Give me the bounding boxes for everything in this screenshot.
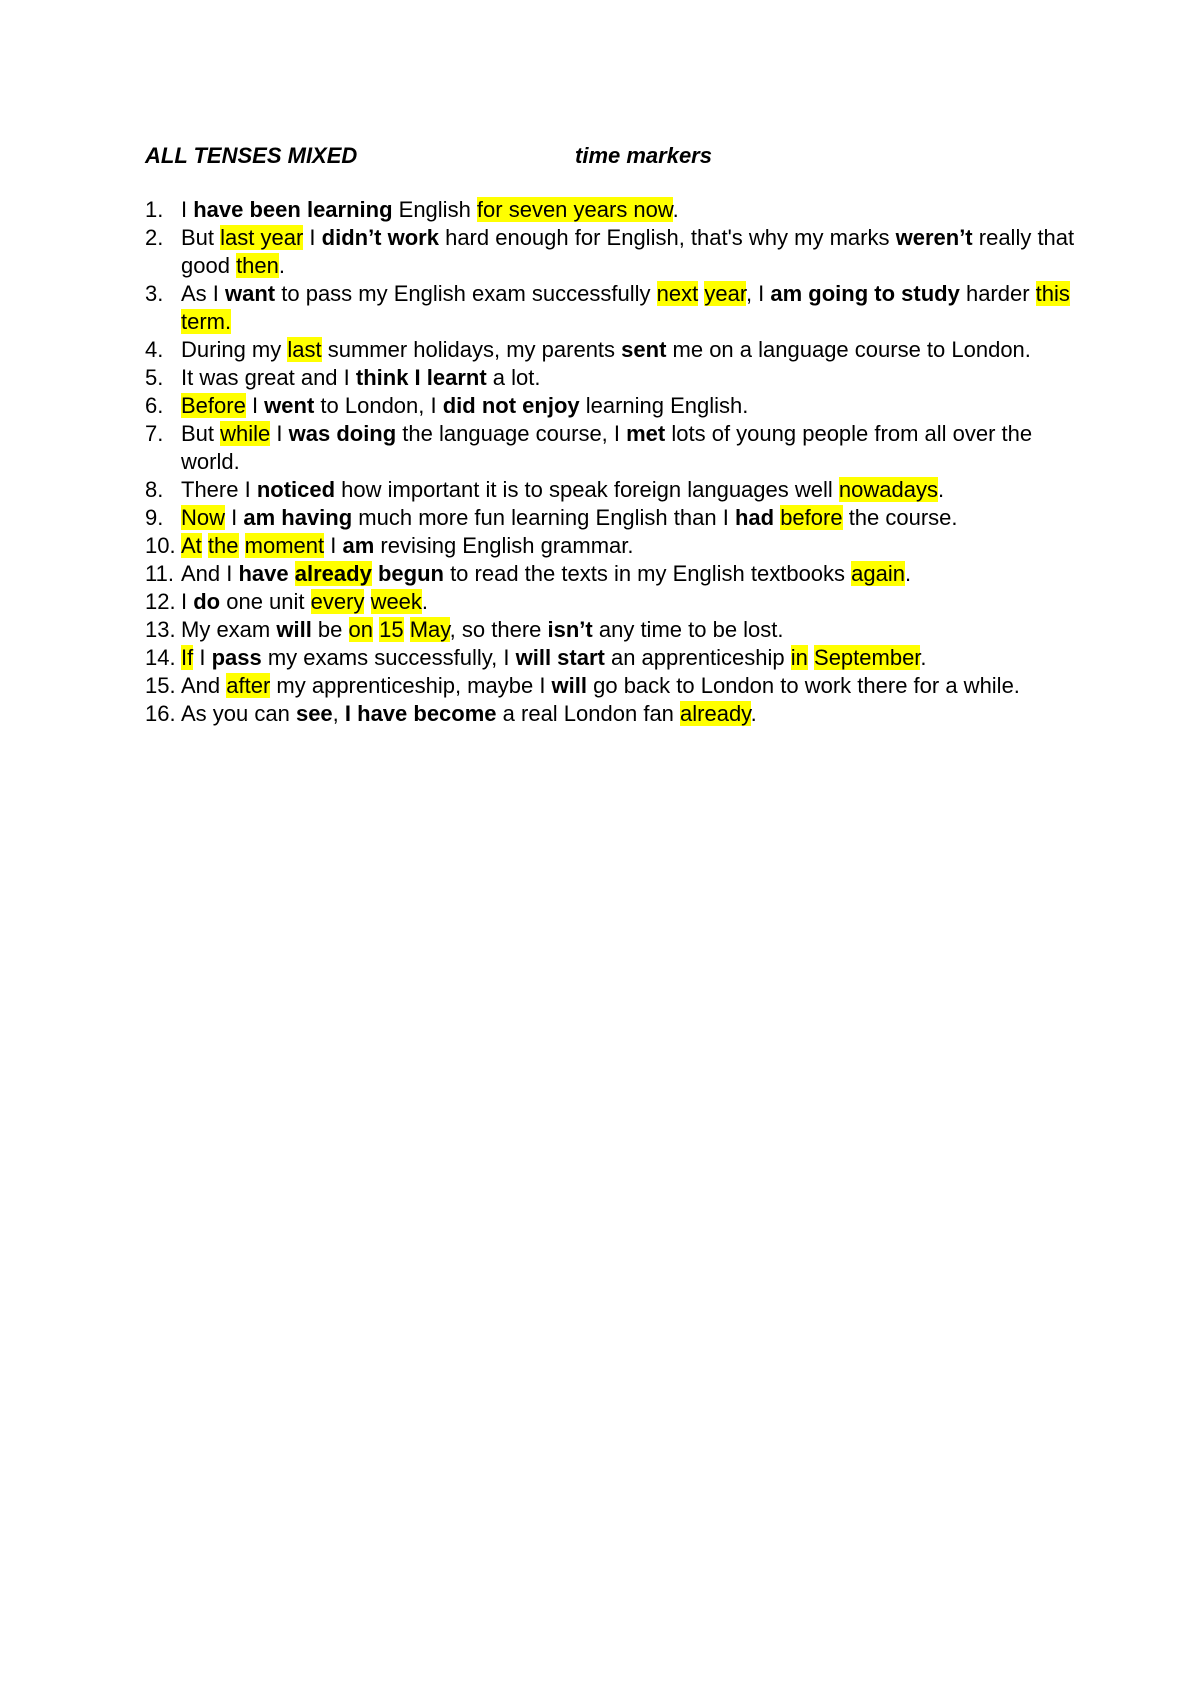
- item-number: 6.: [145, 393, 164, 418]
- sentence-fragment: [202, 533, 208, 558]
- sentence-fragment: how important it is to speak foreign languages well: [335, 477, 839, 502]
- sentence-fragment: [364, 589, 370, 614]
- verb-form: will: [551, 673, 587, 698]
- sentence-text: [181, 617, 784, 642]
- verb-form: I have become: [344, 701, 497, 726]
- sentence-fragment: much more fun learning English than I: [352, 505, 735, 530]
- sentence-text: [181, 477, 944, 502]
- sentence-fragment: There I: [181, 477, 257, 502]
- sentence-fragment: .: [421, 589, 429, 614]
- sentence-fragment: [404, 617, 410, 642]
- sentence-fragment: any time to be lost.: [592, 617, 784, 642]
- verb-form: isn’t: [547, 617, 593, 642]
- item-number: 8.: [145, 477, 164, 502]
- item-number: 2.: [145, 225, 164, 250]
- time-marker: May: [409, 617, 450, 642]
- sentence-fragment: I: [270, 421, 289, 446]
- sentence-text: [181, 281, 1070, 334]
- sentence-fragment: one unit: [220, 589, 311, 614]
- time-marker: nowadays: [838, 477, 938, 502]
- sentence-text: [181, 225, 1074, 278]
- list-item: [145, 672, 1075, 700]
- time-marker: September: [814, 645, 921, 670]
- sentence-fragment: And: [181, 673, 227, 698]
- worksheet-title: ALL TENSES MIXED: [145, 143, 358, 168]
- sentence-fragment: learning English.: [579, 393, 749, 418]
- time-marker: every: [310, 589, 365, 614]
- list-item: [145, 476, 1075, 504]
- time-marker: the: [207, 533, 239, 558]
- list-item: [145, 644, 1075, 672]
- list-item: [145, 560, 1075, 588]
- sentence-fragment: to pass my English exam successfully: [275, 281, 657, 306]
- time-marker: while: [220, 421, 271, 446]
- item-number: 11.: [145, 561, 174, 586]
- list-item: [145, 224, 1075, 280]
- sentence-fragment: the course.: [842, 505, 958, 530]
- time-marker: already: [680, 701, 751, 726]
- verb-form: pass: [211, 645, 262, 670]
- list-item: [145, 364, 1075, 392]
- time-marker: before: [780, 505, 843, 530]
- sentence-fragment: my apprenticeship, maybe I: [270, 673, 552, 698]
- item-number: 10.: [145, 533, 176, 558]
- time-marker: At: [181, 533, 202, 558]
- list-item: [145, 700, 1075, 728]
- time-marker: moment: [244, 533, 325, 558]
- sentence-fragment: to London, I: [314, 393, 443, 418]
- sentence-text: [181, 589, 428, 614]
- sentence-fragment: [289, 561, 295, 586]
- item-number: 9.: [145, 505, 164, 530]
- sentence-fragment: I: [181, 589, 194, 614]
- sentence-fragment: the language course, I: [396, 421, 627, 446]
- sentence-fragment: As you can: [181, 701, 296, 726]
- sentence-text: [181, 561, 911, 586]
- sentence-fragment: I: [324, 533, 343, 558]
- sentence-fragment: to read the texts in my English textbooks: [443, 561, 852, 586]
- verb-form: went: [264, 393, 315, 418]
- sentence-fragment: .: [278, 253, 286, 278]
- sentence-fragment: My exam: [181, 617, 277, 642]
- verb-form: was doing: [288, 421, 397, 446]
- sentence-fragment: I: [193, 645, 212, 670]
- time-marker: on: [348, 617, 373, 642]
- sentence-fragment: I: [245, 393, 265, 418]
- sentence-fragment: revising English grammar.: [374, 533, 634, 558]
- sentence-fragment: , so there: [449, 617, 548, 642]
- verb-form: begun: [377, 561, 444, 586]
- sentence-fragment: .: [937, 477, 945, 502]
- sentence-text: [181, 505, 958, 530]
- sentence-text: [181, 701, 757, 726]
- sentence-fragment: English: [392, 197, 477, 222]
- verb-form: want: [225, 281, 276, 306]
- sentence-fragment: an apprenticeship: [604, 645, 791, 670]
- list-item: [145, 588, 1075, 616]
- verb-form: am: [342, 533, 375, 558]
- time-marker: Now: [181, 505, 226, 530]
- list-item: [145, 532, 1075, 560]
- sentence-fragment: harder: [959, 281, 1036, 306]
- sentence-fragment: my exams successfully, I: [261, 645, 516, 670]
- sentence-fragment: go back to London to work there for a while.: [587, 673, 1020, 698]
- time-marker: Before: [181, 393, 246, 418]
- list-item: [145, 336, 1075, 364]
- verb-form: didn’t work: [321, 225, 439, 250]
- sentence-text: [181, 673, 1020, 698]
- verb-form: noticed: [256, 477, 336, 502]
- sentence-fragment: a lot.: [486, 365, 541, 390]
- sentence-fragment: be: [311, 617, 349, 642]
- verb-form: see: [295, 701, 333, 726]
- sentence-fragment: It was great and I: [181, 365, 356, 390]
- sentence-fragment: , I: [745, 281, 771, 306]
- time-marker: next: [656, 281, 699, 306]
- item-number: 15.: [145, 673, 176, 698]
- verb-form: am going to study: [770, 281, 960, 306]
- sentence-text: [181, 421, 1032, 474]
- list-item: [145, 280, 1075, 336]
- time-marker: then: [236, 253, 279, 278]
- verb-form: think I learnt: [355, 365, 487, 390]
- list-item: [145, 392, 1075, 420]
- sentence-fragment: hard enough for English, that's why my marks: [438, 225, 896, 250]
- time-marker: again: [851, 561, 906, 586]
- sentence-text: [181, 645, 927, 670]
- time-marker: year: [704, 281, 746, 306]
- sentence-text: [181, 337, 1031, 362]
- verb-form: did not enjoy: [442, 393, 580, 418]
- sentence-fragment: But: [181, 225, 221, 250]
- time-marker: in: [790, 645, 808, 670]
- time-marker: last year: [220, 225, 304, 250]
- sentence-fragment: But: [181, 421, 221, 446]
- item-number: 5.: [145, 365, 164, 390]
- time-marker: after: [226, 673, 271, 698]
- worksheet-subtitle: time markers: [575, 143, 712, 168]
- time-marker: term.: [181, 309, 232, 334]
- item-number: 7.: [145, 421, 164, 446]
- sentence-text: [181, 393, 748, 418]
- sentence-fragment: me on a language course to London.: [666, 337, 1031, 362]
- time-marker: 15: [379, 617, 404, 642]
- item-number: 16.: [145, 701, 176, 726]
- verb-form: do: [193, 589, 221, 614]
- time-marker: for seven years now: [476, 197, 673, 222]
- item-number: 12.: [145, 589, 176, 614]
- sentence-fragment: [239, 533, 245, 558]
- list-item: [145, 420, 1075, 476]
- worksheet-header: [145, 143, 712, 169]
- time-marker: last: [287, 337, 322, 362]
- verb-form: will start: [515, 645, 605, 670]
- list-item: [145, 616, 1075, 644]
- item-number: 4.: [145, 337, 164, 362]
- time-marker: this: [1035, 281, 1070, 306]
- verb-form: will: [276, 617, 312, 642]
- verb-form: am having: [243, 505, 353, 530]
- sentence-fragment: ,: [332, 701, 345, 726]
- sentence-fragment: a real London fan: [496, 701, 681, 726]
- sentence-fragment: .: [920, 645, 927, 670]
- verb-form: have: [238, 561, 289, 586]
- item-number: 1.: [145, 197, 164, 222]
- item-number: 3.: [145, 281, 164, 306]
- list-item: [145, 504, 1075, 532]
- sentence-fragment: And I: [181, 561, 239, 586]
- sentence-fragment: .: [672, 197, 679, 222]
- item-number: 14.: [145, 645, 176, 670]
- sentence-fragment: .: [905, 561, 912, 586]
- sentence-fragment: I: [225, 505, 244, 530]
- list-item: [145, 196, 1075, 224]
- sentence-list: [145, 196, 1075, 728]
- item-number: 13.: [145, 617, 176, 642]
- sentence-fragment: I: [181, 197, 194, 222]
- verb-form: weren’t: [895, 225, 973, 250]
- sentence-fragment: During my: [181, 337, 288, 362]
- sentence-text: [181, 533, 633, 558]
- sentence-fragment: summer holidays, my parents: [321, 337, 622, 362]
- sentence-text: [181, 365, 540, 390]
- verb-form: had: [734, 505, 775, 530]
- time-marker: week: [370, 589, 422, 614]
- sentence-fragment: As I: [181, 281, 226, 306]
- time-marker: If: [181, 645, 194, 670]
- sentence-fragment: really that good: [181, 225, 1075, 278]
- verb-form: sent: [621, 337, 667, 362]
- sentence-fragment: .: [750, 701, 757, 726]
- highlighted-verb: already: [294, 561, 372, 586]
- sentence-fragment: I: [303, 225, 322, 250]
- sentence-text: [181, 197, 679, 222]
- verb-form: met: [626, 421, 666, 446]
- sentence-fragment: lots of young people from all over the world.: [181, 421, 1033, 474]
- verb-form: have been learning: [193, 197, 393, 222]
